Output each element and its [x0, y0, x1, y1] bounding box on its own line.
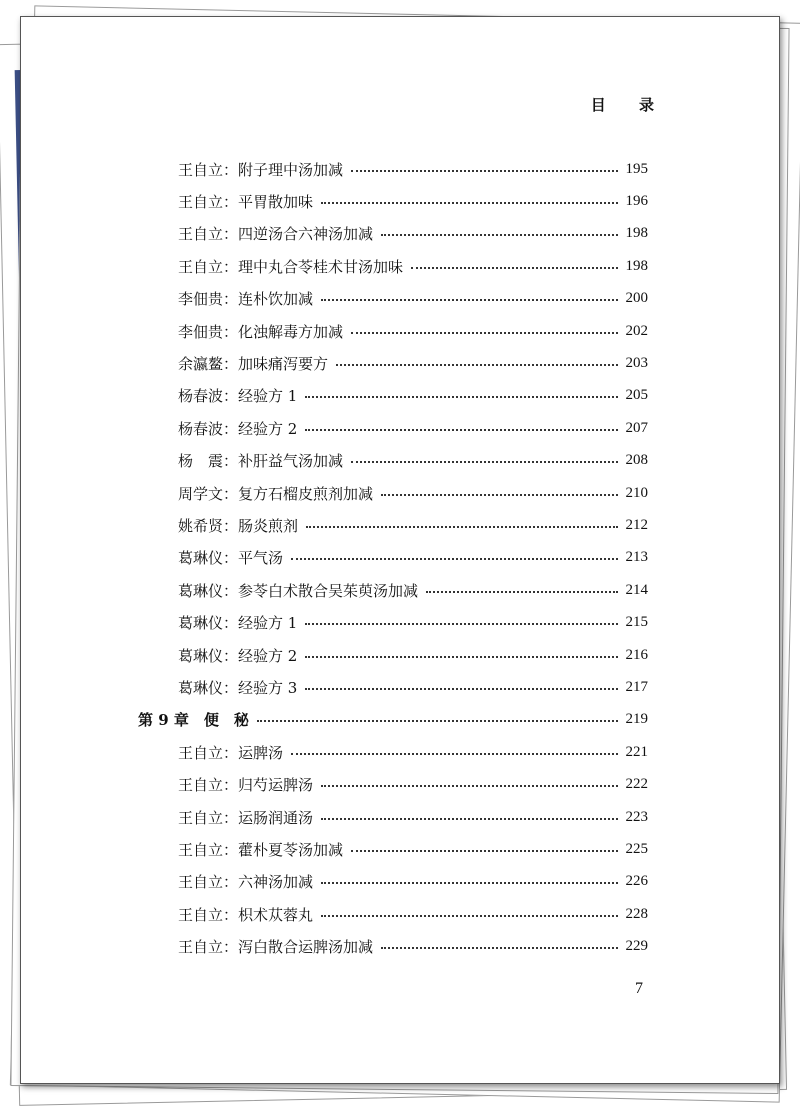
- entry-title: 平胃散加味: [238, 192, 314, 211]
- entry-separator: ：: [223, 678, 239, 697]
- entry-author: 余瀛鳌: [178, 354, 224, 373]
- entry-separator: ：: [223, 484, 239, 503]
- dot-leader: [336, 363, 617, 366]
- toc-entry[interactable]: [178, 643, 648, 667]
- entry-author: 王自立: [178, 938, 224, 957]
- entry-title: 枳术苁蓉丸: [238, 905, 314, 924]
- entry-page-number: 205: [625, 387, 648, 404]
- entry-separator: ：: [223, 516, 239, 535]
- entry-author: 杨 震: [178, 452, 224, 471]
- entry-separator: ：: [223, 452, 239, 471]
- toc-entry[interactable]: [178, 611, 648, 635]
- toc-entry[interactable]: [178, 837, 648, 861]
- entry-page-number: 196: [625, 192, 648, 209]
- entry-author: 王自立: [178, 808, 224, 827]
- entry-separator: ：: [223, 354, 239, 373]
- entry-title: 运脾汤: [238, 743, 284, 762]
- entry-author: 李佃贵: [178, 290, 224, 309]
- toc-entry[interactable]: [178, 578, 648, 602]
- entry-page-number: 214: [625, 581, 648, 598]
- entry-separator: ：: [223, 614, 239, 633]
- entry-page-number: 212: [625, 516, 648, 533]
- entry-page-number: 208: [625, 452, 648, 469]
- toc-entry[interactable]: [178, 902, 648, 926]
- toc-entry[interactable]: [178, 773, 648, 797]
- toc-entry[interactable]: [178, 870, 648, 894]
- entry-separator: ：: [223, 322, 239, 341]
- entry-title: 附子理中汤加减: [238, 160, 344, 179]
- entry-title: 肠炎煎剂: [238, 516, 299, 535]
- entry-title: 化浊解毒方加减: [238, 322, 344, 341]
- entry-separator: ：: [223, 938, 239, 957]
- toc-entry[interactable]: [178, 157, 648, 181]
- dot-leader: [321, 817, 617, 820]
- page-number: 7: [635, 980, 643, 997]
- toc-entry[interactable]: [178, 416, 648, 440]
- entry-page-number: 203: [625, 354, 648, 371]
- entry-separator: ：: [223, 905, 239, 924]
- entry-separator: ：: [223, 581, 239, 600]
- entry-title: 六神汤加减: [238, 873, 314, 892]
- dot-leader: [381, 493, 617, 496]
- entry-title: 参苓白术散合吴茱萸汤加减: [238, 581, 419, 600]
- entry-page-number: 198: [625, 225, 648, 242]
- entry-page-number: 200: [625, 290, 648, 307]
- entry-author: 王自立: [178, 160, 224, 179]
- toc-entry[interactable]: [178, 481, 648, 505]
- toc-entry[interactable]: [178, 222, 648, 246]
- entry-author: 杨春波: [178, 387, 224, 406]
- entry-title: 经验方 3: [238, 678, 298, 697]
- toc-entry[interactable]: [178, 740, 648, 764]
- dot-leader: [351, 331, 617, 334]
- dot-leader: [351, 849, 617, 852]
- entry-author: 葛琳仪: [178, 678, 224, 697]
- entry-page-number: 229: [625, 938, 648, 955]
- dot-leader: [351, 169, 617, 172]
- toc-entry[interactable]: [178, 935, 648, 959]
- dot-leader: [291, 752, 617, 755]
- entry-separator: ：: [223, 192, 239, 211]
- entry-author: 王自立: [178, 776, 224, 795]
- entry-author: 王自立: [178, 225, 224, 244]
- entry-page-number: 223: [625, 808, 648, 825]
- entry-page-number: 216: [625, 646, 648, 663]
- entry-page-number: 213: [625, 549, 648, 566]
- entry-author: 葛琳仪: [178, 646, 224, 665]
- dot-leader: [305, 395, 617, 398]
- toc-entry[interactable]: [178, 189, 648, 213]
- entry-page-number: 210: [625, 484, 648, 501]
- entry-author: 王自立: [178, 257, 224, 276]
- entry-author: 王自立: [178, 192, 224, 211]
- dot-leader: [351, 460, 617, 463]
- entry-page-number: 228: [625, 905, 648, 922]
- entry-title: 补肝益气汤加减: [238, 452, 344, 471]
- entry-title: 经验方 1: [238, 387, 298, 406]
- entry-author: 姚希贤: [178, 516, 224, 535]
- entry-separator: ：: [223, 160, 239, 179]
- toc-entry[interactable]: [178, 384, 648, 408]
- chapter-title: 第 9 章 便 秘: [138, 711, 249, 730]
- dot-leader: [321, 784, 617, 787]
- entry-author: 葛琳仪: [178, 614, 224, 633]
- entry-title: 归芍运脾汤: [238, 776, 314, 795]
- entry-title: 运肠润通汤: [238, 808, 314, 827]
- entry-title: 复方石榴皮煎剂加减: [238, 484, 374, 503]
- entry-page-number: 221: [625, 743, 648, 760]
- entry-title: 藿朴夏苓汤加减: [238, 840, 344, 859]
- entry-separator: ：: [223, 549, 239, 568]
- dot-leader: [321, 201, 617, 204]
- entry-author: 王自立: [178, 840, 224, 859]
- entry-author: 周学文: [178, 484, 224, 503]
- chapter-page-number: 219: [625, 711, 648, 728]
- dot-leader: [306, 525, 617, 528]
- entry-separator: ：: [223, 419, 239, 438]
- dot-leader: [321, 881, 617, 884]
- dot-leader: [305, 622, 617, 625]
- toc-entry[interactable]: [178, 254, 648, 278]
- toc-entry[interactable]: [178, 805, 648, 829]
- running-header: 目 录: [590, 96, 668, 114]
- entry-author: 王自立: [178, 905, 224, 924]
- entry-title: 四逆汤合六神汤加减: [238, 225, 374, 244]
- dot-leader: [305, 428, 617, 431]
- toc-entry[interactable]: [178, 287, 648, 311]
- entry-author: 杨春波: [178, 419, 224, 438]
- toc-entry[interactable]: [178, 513, 648, 537]
- entry-page-number: 207: [625, 419, 648, 436]
- dot-leader: [291, 557, 617, 560]
- entry-separator: ：: [223, 290, 239, 309]
- entry-author: 李佃贵: [178, 322, 224, 341]
- entry-separator: ：: [223, 387, 239, 406]
- dot-leader: [426, 590, 617, 593]
- entry-separator: ：: [223, 257, 239, 276]
- toc-entry[interactable]: [178, 546, 648, 570]
- entry-page-number: 226: [625, 873, 648, 890]
- entry-author: 葛琳仪: [178, 581, 224, 600]
- toc-entry[interactable]: [178, 319, 648, 343]
- entry-title: 连朴饮加减: [238, 290, 314, 309]
- entry-author: 王自立: [178, 873, 224, 892]
- toc-entry[interactable]: [178, 675, 648, 699]
- entry-page-number: 215: [625, 614, 648, 631]
- dot-leader: [321, 914, 617, 917]
- dot-leader: [321, 298, 617, 301]
- dot-leader: [411, 266, 617, 269]
- toc-entry[interactable]: [178, 449, 648, 473]
- dot-leader: [381, 946, 617, 949]
- dot-leader: [257, 719, 618, 722]
- entry-separator: ：: [223, 743, 239, 762]
- entry-title: 经验方 1: [238, 614, 298, 633]
- entry-title: 泻白散合运脾汤加减: [238, 938, 374, 957]
- entry-title: 经验方 2: [238, 419, 298, 438]
- entry-page-number: 217: [625, 678, 648, 695]
- entry-title: 理中丸合苓桂术甘汤加味: [238, 257, 404, 276]
- entry-title: 经验方 2: [238, 646, 298, 665]
- entry-page-number: 222: [625, 776, 648, 793]
- toc-entry[interactable]: [178, 351, 648, 375]
- entry-separator: ：: [223, 808, 239, 827]
- entry-page-number: 202: [625, 322, 648, 339]
- chapter-heading[interactable]: [138, 708, 648, 732]
- dot-leader: [305, 687, 617, 690]
- entry-page-number: 198: [625, 257, 648, 274]
- entry-separator: ：: [223, 646, 239, 665]
- entry-title: 平气汤: [238, 549, 284, 568]
- entry-page-number: 225: [625, 840, 648, 857]
- dot-leader: [381, 233, 617, 236]
- entry-author: 葛琳仪: [178, 549, 224, 568]
- entry-separator: ：: [223, 840, 239, 859]
- entry-page-number: 195: [625, 160, 648, 177]
- entry-title: 加味痛泻要方: [238, 354, 329, 373]
- entry-separator: ：: [223, 776, 239, 795]
- entry-separator: ：: [223, 225, 239, 244]
- entry-author: 王自立: [178, 743, 224, 762]
- entry-separator: ：: [223, 873, 239, 892]
- dot-leader: [305, 655, 617, 658]
